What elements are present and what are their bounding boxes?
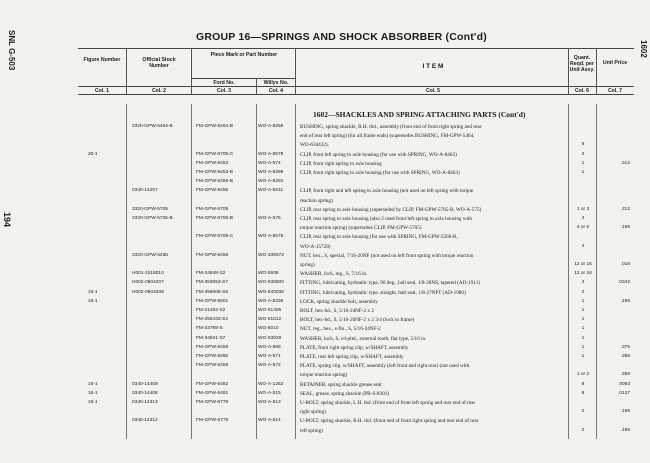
row-official-stock-number: 0340-14313 (132, 400, 158, 405)
row-quantity: 2 (581, 409, 585, 415)
row-figure-number: 16-1 (88, 400, 98, 405)
row-willys-number: WO-A-8289 (258, 170, 284, 175)
row-quantity: 1 (581, 308, 585, 313)
row-ford-number: FM-GPW-5705-C (196, 151, 234, 157)
row-official-stock-number: 0340-14257 (132, 188, 158, 194)
row-unit-price: .195 (620, 225, 630, 231)
row-ford-number: FM-34941-S7 (196, 335, 226, 341)
row-ford-number: FM-GPW-5601 (196, 298, 229, 304)
row-item-description: PLATE, spring clip, w/SHAFT, assembly (left front and right rear) (not used with (300, 363, 470, 370)
row-official-stock-number: H001-1518010 (132, 271, 164, 277)
row-item-description: CLIP, front right spring to axle housing (300, 160, 382, 167)
row-quantity: 1 (581, 344, 585, 350)
row-willys-number: WO-5938 (258, 271, 279, 277)
col3-label: Col. 3 (216, 88, 232, 94)
row-item-description: FITTING, lubricating, hydraulic type, 90 deg., ball seal, 1/8-28NS, tapered (AD-1911) (300, 280, 481, 287)
row-item-description: LOCK, spring shackle bolt, assembly (300, 298, 378, 305)
row-unit-price: .358 (620, 354, 630, 359)
row-figure-number: 16-1 (88, 381, 98, 387)
row-ford-number: FM-353053-S7 (196, 280, 228, 286)
row-quantity: 4 (581, 216, 585, 221)
col2-label: Col. 2 (151, 88, 167, 94)
row-ford-number: FM-GPW-5453 (196, 160, 229, 166)
row-item-description: PLATE, front right spring clip, w/SHAFT, assembly (300, 344, 409, 351)
row-unit-price: .0342 (617, 280, 630, 286)
row-figure-number: 20-1 (88, 151, 98, 157)
row-official-stock-number: H002-0504208 (132, 289, 164, 295)
row-item-description: WO-A-15728) (300, 243, 331, 250)
row-willys-number: WO-A-575 (258, 216, 281, 221)
row-item-description: CLIP, front left spring to axle housing (for use with SPRING, WO-A-8463) (300, 151, 457, 158)
row-willys-number: WO-638500 (258, 280, 284, 286)
row-ford-number: FM-GPW-5456 (196, 252, 229, 258)
row-item-description: BUSHING, spring shackle, R.H. thd., assembly (front end of front right spring and rear (300, 124, 482, 130)
side-label-right: 1602 (639, 40, 648, 58)
row-official-stock-number: 0340-14408 (132, 390, 158, 396)
header-willys: Willys No. (263, 80, 289, 86)
page-title: GROUP 16—SPRINGS AND SHOCK ABSORBER (Cont'd) (196, 31, 487, 43)
row-item-description: spring) (300, 262, 315, 268)
row-quantity: 1 (581, 298, 585, 304)
row-official-stock-number: 0340-14312 (132, 418, 158, 424)
row-quantity: 1 (581, 160, 585, 166)
row-unit-price: .312 (620, 160, 630, 166)
page-number: 194 (2, 212, 12, 228)
row-ford-number: FM-GPW-5482 (196, 381, 229, 387)
row-willys-number: WO-A-6336 (258, 298, 284, 304)
row-item-description: FITTING, lubricating, hydraulic type, straight, ball seal, 1/8-27NPT (AD-1980) (300, 289, 466, 296)
row-item-description: CLIP, rear spring to axle housing (superseded by CLIP, FM-GPW-5705-B, WO-A-575) (300, 206, 482, 213)
row-ford-number: FM-GPW-5705-C (196, 234, 234, 240)
row-willys-number: WO-A-574 (258, 160, 281, 166)
row-item-description: end of rear left spring) (for all frame ends) (supersedes BUSHING, FM-GPW-5464, (300, 133, 475, 140)
row-willys-number: WO-A-572 (258, 363, 281, 369)
row-quantity: 4 (581, 280, 585, 286)
row-figure-number: 16-1 (88, 289, 98, 295)
row-quantity: 1 (581, 354, 585, 359)
row-unit-price: .195 (620, 409, 630, 415)
row-item-description: right spring) (300, 409, 326, 416)
row-item-description: torque reaction spring) (300, 372, 348, 379)
row-willys-number: WO-A-8578 (258, 234, 284, 240)
row-ford-number: FM-GPW-5453-B (196, 170, 233, 175)
col6-label: Col. 6 (574, 88, 590, 94)
section-title: 1602—SHACKLES AND SPRING ATTACHING PARTS (Cont'd) (313, 110, 526, 119)
row-figure-number: 16-1 (88, 298, 98, 304)
header-item: I T E M (422, 63, 444, 70)
row-ford-number: FM-GPW-5464-B (196, 124, 233, 129)
col4-label: Col. 4 (268, 88, 284, 94)
col1-label: Col. 1 (94, 88, 110, 94)
row-willys-number: WO-A-8256 (258, 124, 284, 129)
row-quantity: 1 (581, 326, 585, 332)
row-item-description: PLATE, rear left spring clip, w/SHAFT, assembly (300, 354, 404, 360)
header-figure: Figure Number (83, 57, 121, 63)
row-quantity: 1 or 2 (576, 372, 590, 378)
row-unit-price: .195 (620, 427, 630, 433)
row-quantity: 8 (581, 390, 585, 396)
row-willys-number: WO-51306 (258, 308, 282, 313)
row-willys-number: WO-A-8291 (258, 179, 284, 185)
row-quantity: 12 or 16 (574, 262, 592, 267)
row-item-description: CLIP, rear spring to axle housing (also 2 used front left spring to axle housing with (300, 216, 473, 222)
row-willys-number: WO-51612 (258, 317, 282, 323)
row-quantity: 2 (581, 427, 585, 433)
row-item-description: reaction spring) (300, 197, 333, 204)
row-quantity: 2 (581, 289, 585, 295)
row-ford-number: FM-358006-S8 (196, 289, 228, 295)
row-ford-number: FM-GPW-5779 (196, 418, 229, 424)
header-official: Official Stock Number (142, 57, 176, 69)
row-official-stock-number: 3320-GPW-5705-B (132, 216, 173, 221)
row-willys-number: WO-A-1252 (258, 381, 284, 387)
row-item-description: WASHER, lock, S, cd-pltd., external tooth, flat type, 5/16 in. (300, 335, 427, 342)
row-willys-number: WO-A-513 (258, 400, 281, 405)
row-willys-number: WO-A-568 (258, 344, 281, 350)
row-item-description: NUT, hex., S, special, 7/16-20NF (not used on left front spring with torque reaction (300, 252, 474, 259)
row-item-description: RETAINER, spring shackle grease seal (300, 381, 382, 388)
row-willys-number: WO-640038 (258, 289, 284, 295)
row-unit-price: .212 (620, 206, 630, 212)
row-quantity: 1 (581, 170, 585, 175)
row-willys-number: WO-339372 (258, 252, 284, 258)
row-item-description: CLIP, front right spring to axle housing (for use with SPRING, WO-A-8463) (300, 170, 460, 176)
row-quantity: 4 (581, 243, 585, 249)
row-figure-number: 16-1 (88, 390, 98, 396)
header-ford: Ford No. (213, 80, 235, 86)
row-willys-number: WO-A-515 (258, 390, 281, 396)
row-willys-number: WO-5010 (258, 326, 279, 332)
row-unit-price: .0127 (617, 390, 630, 396)
row-ford-number: FM-GPW-5481 (196, 390, 229, 396)
row-unit-price: .358 (620, 372, 630, 378)
row-quantity: 8 (581, 381, 585, 387)
col5-label: Col. 5 (425, 88, 441, 94)
row-willys-number: WO-53029 (258, 335, 282, 341)
row-quantity: 1 (581, 317, 585, 323)
row-item-description: WASHER, lock, reg., S, 7/16 in. (300, 271, 368, 278)
row-ford-number: FM-355433-S2 (196, 317, 228, 323)
row-ford-number: FM-34848-S2 (196, 271, 226, 277)
row-item-description: WO-634432). (300, 142, 329, 149)
row-item-description: U-BOLT, spring shackle, L.H. thd. (front end of front left spring and rear end of rear (300, 400, 476, 406)
row-item-description: NUT, reg., hex., s-fin., S, 5/16-24NF-2 (300, 326, 381, 333)
row-ford-number: FM-GPW-5459 (196, 363, 229, 369)
row-item-description: BOLT, hex-hd., S, 5/16-20NF-2 x 2 3/4 (lock to frame) (300, 317, 415, 324)
row-unit-price: .195 (620, 298, 630, 304)
row-ford-number: FM-GPW-5455 (196, 188, 229, 194)
side-label-left: SNL G-503 (7, 30, 16, 71)
row-quantity: 1 or 3 (576, 206, 590, 212)
row-item-description: CLIP, front right and left spring to axle housing (not used on left spring with torque (300, 188, 474, 195)
row-ford-number: FM-GPW-5778 (196, 400, 229, 405)
row-ford-number: FM-GPW-5460 (196, 354, 229, 359)
row-ford-number: FM-33798-S (196, 326, 223, 332)
row-quantity: 6 (581, 142, 585, 148)
row-unit-price: .016 (620, 262, 630, 267)
row-unit-price: .375 (620, 344, 630, 350)
row-quantity: 4 or 6 (576, 225, 590, 231)
col7-label: Col. 7 (607, 88, 623, 94)
row-willys-number: WO-A-6511 (258, 188, 283, 194)
row-item-description: SEAL, grease, spring shackle (PR-S-8301) (300, 390, 390, 397)
row-official-stock-number: H002-0504207 (132, 280, 164, 286)
row-official-stock-number: 3320-GPW-5456 (132, 252, 168, 258)
row-item-description: left spring) (300, 427, 323, 434)
row-ford-number: FM-GPW-5705-B (196, 216, 233, 221)
row-ford-number: FM-GPW-5705 (196, 206, 229, 212)
row-willys-number: WO-A-571 (258, 354, 281, 359)
row-quantity: 12 or 16 (574, 271, 592, 277)
row-item-description: BOLT, hex-hd., S, 5/16-24NF-2 x 2 (300, 308, 374, 314)
row-willys-number: WO-A-8578 (258, 151, 284, 157)
row-willys-number: WO-A-514 (258, 418, 281, 424)
row-ford-number: FM-GPW-5455-B (196, 179, 233, 185)
header-unit-price: Unit Price (602, 60, 628, 66)
row-official-stock-number: 3320-GPW-5705 (132, 206, 168, 212)
header-quant: Quant. Reqd. per Unit Assy. (569, 55, 595, 73)
row-item-description: U-BOLT, spring shackle, R.H. thd. (front end of front right spring and rear end of rear (300, 418, 479, 425)
row-official-stock-number: 0340-14409 (132, 381, 158, 387)
row-item-description: CLIP, rear spring to axle housing (for use with SPRING, FM-GPW-5560-B, (300, 234, 458, 241)
row-ford-number: FM-GPW-5458 (196, 344, 229, 350)
row-quantity: 2 (581, 151, 585, 157)
row-quantity: 1 (581, 335, 585, 341)
header-piece-mark: Piece Mark or Part Number (210, 52, 278, 58)
row-item-description: torque reaction spring) (supersedes CLIP, FM-GPW-5705) (300, 225, 422, 232)
row-ford-number: FM-21492-S2 (196, 308, 226, 313)
row-official-stock-number: 3320-GPW-5464-B (132, 124, 173, 129)
row-unit-price: .0093 (617, 381, 630, 387)
